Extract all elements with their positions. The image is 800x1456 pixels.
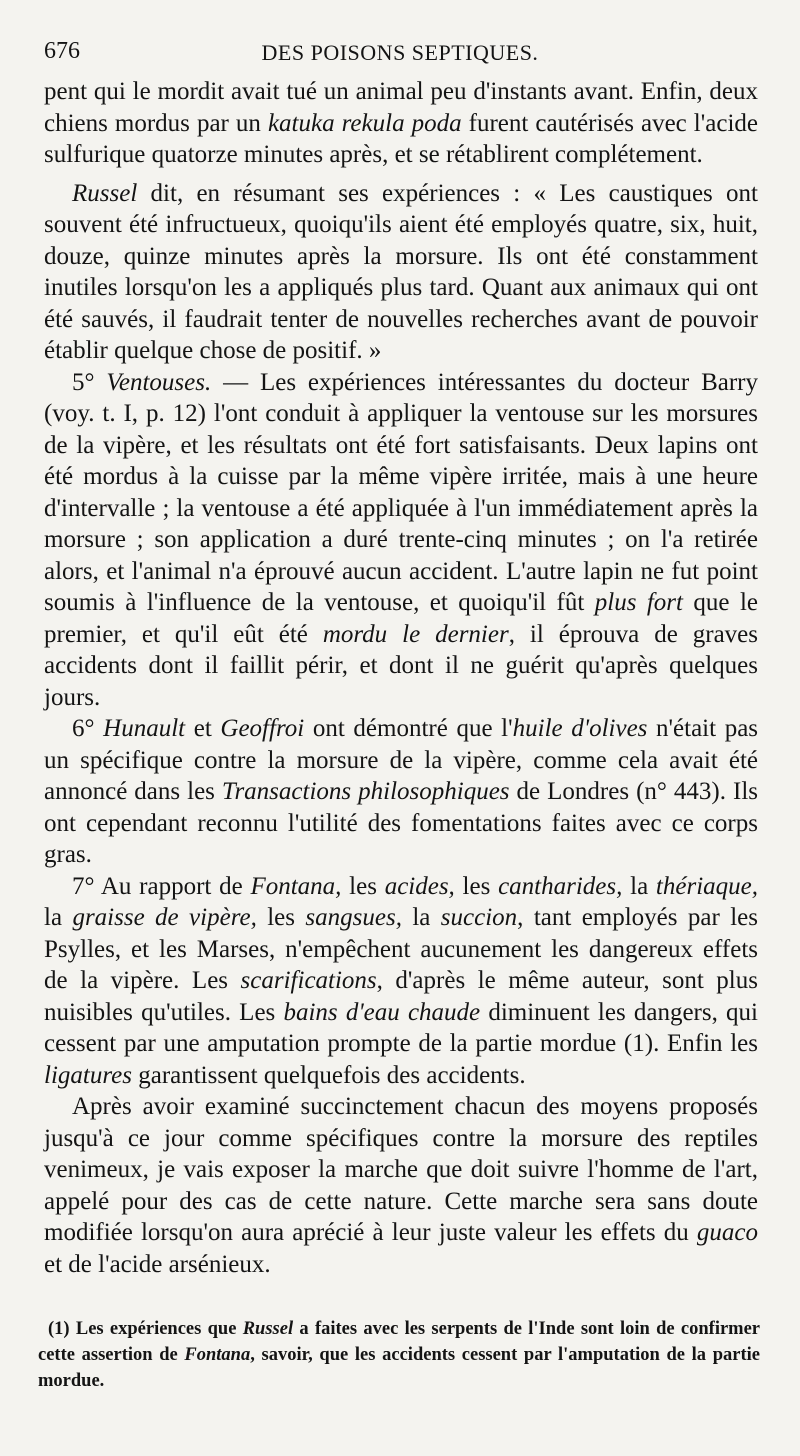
paragraph-continuation: pent qui le mordit avait tué un animal peu d'instants avant. Enfin, deux chiens mordus par un katuka rekula poda furent cautérisés avec l'acide sulfurique quatorze minutes après, et se rétablirent complétement. bbox=[44, 78, 758, 168]
paragraph-ventouses: 5° Ventouses. — Les expériences intéressantes du docteur Barry (voy. t. I, p. 12) l'ont conduit à appliquer la ventouse sur les morsures de la vipère, et les résultats ont été fort satisfaisants. Deux lapins ont été mordus à la cuisse par la même vipère irritée, mais à une heure d'intervalle ; la ventouse a été appliquée à l'un immédiatement après la morsure ; son application a duré trente-cinq minutes ; on l'a retirée alors, et l'animal n'a éprouvé aucun accident. L'autre lapin ne fut point soumis à l'influence de la ventouse, et quoiqu'il fût plus fort que le premier, et qu'il eût été mordu le dernier, il éprouva de graves accidents dont il faillit périr, et dont il ne guérit qu'après quelques jours. bbox=[44, 368, 759, 711]
paragraph-russel: Russel dit, en résumant ses expériences : « Les caustiques ont souvent été infructueux, quoiqu'ils aient été employés quatre, six, huit, douze, quinze minutes après la morsure. Ils ont été constamment inutiles lorsqu'on les a appliqués plus tard. Quant aux animaux qui ont été sauvés, il faudrait tenter de nouvelles recherches avant de pouvoir établir quelque chose de positif. » bbox=[44, 179, 758, 364]
paragraph-conclusion: Après avoir examiné succinctement chacun des moyens proposés jusqu'à ce jour comme spécifiques contre la morsure des reptiles venimeux, je vais exposer la marche que doit suivre l'homme de l'art, appelé pour des cas de cette nature. Cette marche sera sans doute modifiée lorsqu'on aura aprécié à leur juste valeur les effets du guaco et de l'acide arsénieux. bbox=[44, 1093, 758, 1278]
page-header bbox=[44, 38, 756, 72]
running-title: DES POISONS SEPTIQUES. bbox=[261, 40, 539, 65]
page-number: 676 bbox=[44, 38, 80, 64]
paragraph-fontana: 7° Au rapport de Fontana, les acides, les cantharides, la thériaque, la graisse de vipère, les sangsues, la succion, tant employés par les Psylles, et les Marses, n'empêchent aucunement les dangereux effets de la vipère. Les scarifications, d'après le même auteur, sont plus nuisibles qu'utiles. Les bains d'eau chaude diminuent les dangers, qui cessent par une amputation prompte de la partie mordue (1). Enfin les ligatures garantissent quelquefois des accidents. bbox=[44, 872, 758, 1089]
body-text bbox=[44, 76, 758, 1280]
paragraph-huile-olives: 6° Hunault et Geoffroi ont démontré que l'huile d'olives n'était pas un spécifique contre la morsure de la vipère, comme cela avait été annoncé dans les Transactions philosophiques de Londres (n° 443). Ils ont cependant reconnu l'utilité des fomentations faites avec ce corps gras. bbox=[44, 715, 759, 868]
footnote: (1) Les expériences que Russel a faites avec les serpents de l'Inde sont loin de confirmer cette assertion de Fontana, savoir, que les accidents cessent par l'amputation de la partie mordue. bbox=[38, 1319, 761, 1391]
